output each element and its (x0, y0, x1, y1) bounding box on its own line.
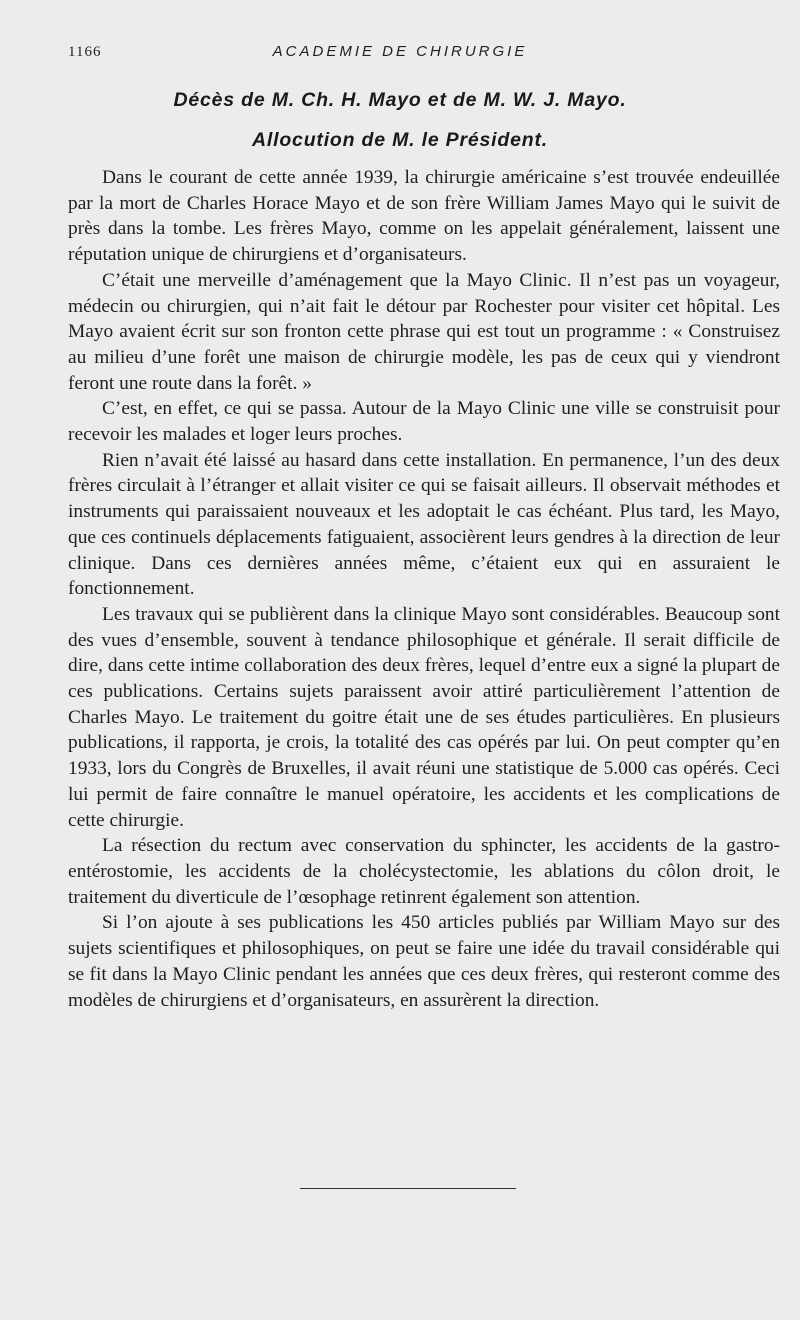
paragraph: Les travaux qui se publièrent dans la clinique Mayo sont considérables. Beaucoup sont des vues d’ensemble, souvent à tendance philosophique et générale. Il serait difficile de dire, dans cette intime collaboration des deux frères, lequel d’entre eux a signé la plupart de ces publications. Certains sujets paraissent avoir attiré particulièrement l’attention de Charles Mayo. Le traitement du goitre était une de ses études particulières. En plusieurs publications, il rapporta, je crois, la totalité des cas opérés par lui. On peut compter qu’en 1933, lors du Congrès de Bruxelles, il avait réuni une statistique de 5.000 cas opérés. Ceci lui permit de faire connaître le manuel opératoire, les accidents et les complications de cette chirurgie. (68, 603, 780, 831)
paragraph: Dans le courant de cette année 1939, la chirurgie américaine s’est trouvée endeuillée par la mort de Charles Horace Mayo et de son frère William James Mayo qui le suivit de près dans la tombe. Les frères Mayo, comme on les appelait généralement, laissent une réputation unique de chirurgiens et d’organisateurs. (68, 167, 780, 266)
article-title: Décès de M. Ch. H. Mayo et de M. W. J. Mayo. (173, 89, 627, 111)
paragraph: C’était une merveille d’aménagement que la Mayo Clinic. Il n’est pas un voyageur, médecin ou chirurgien, qui n’ait fait le détour par Rochester pour visiter cet hôpital. Les Mayo avaient écrit sur son fronton cette phrase qui est tout un programme : « Construisez au milieu d’une forêt une maison de chirurgie modèle, les pas de ceux qui y viendront feront une route dans la forêt. » (68, 269, 780, 394)
paragraph: Si l’on ajoute à ses publications les 450 articles publiés par William Mayo sur des sujets scientifiques et philosophiques, on peut se faire une idée du travail considérable qui se fit dans la Mayo Clinic pendant les années que ces deux frères, qui resteront comme des modèles de chirurgiens et d’organisateurs, en assurèrent la direction. (68, 912, 780, 1011)
paragraph: C’est, en effet, ce qui se passa. Autour de la Mayo Clinic une ville se construisit pour recevoir les malades et loger leurs proches. (68, 398, 780, 446)
paragraph: La résection du rectum avec conservation du sphincter, les accidents de la gastro-entérostomie, les accidents de la cholécystectomie, les ablations du côlon droit, le traitement du diverticule de l’œsophage retinrent également son attention. (68, 835, 780, 908)
article-subtitle: Allocution de M. le Président. (252, 129, 548, 151)
article-body (68, 165, 780, 1013)
page-number: 1166 (68, 44, 102, 60)
paragraph: Rien n’avait été laissé au hasard dans cette installation. En permanence, l’un des deux frères circulait à l’étranger et allait visiter ce qui se faisait ailleurs. Il observait méthodes et instruments qui paraissaient nouveaux et les adoptait le cas échéant. Plus tard, les Mayo, que ces continuels déplacements fatiguaient, associèrent leurs gendres à la direction de leur clinique. Dans ces dernières années même, c’étaient eux qui en assuraient le fonctionnement. (68, 449, 780, 600)
running-title: ACADEMIE DE CHIRURGIE (272, 43, 528, 60)
end-rule-divider (300, 1188, 516, 1189)
